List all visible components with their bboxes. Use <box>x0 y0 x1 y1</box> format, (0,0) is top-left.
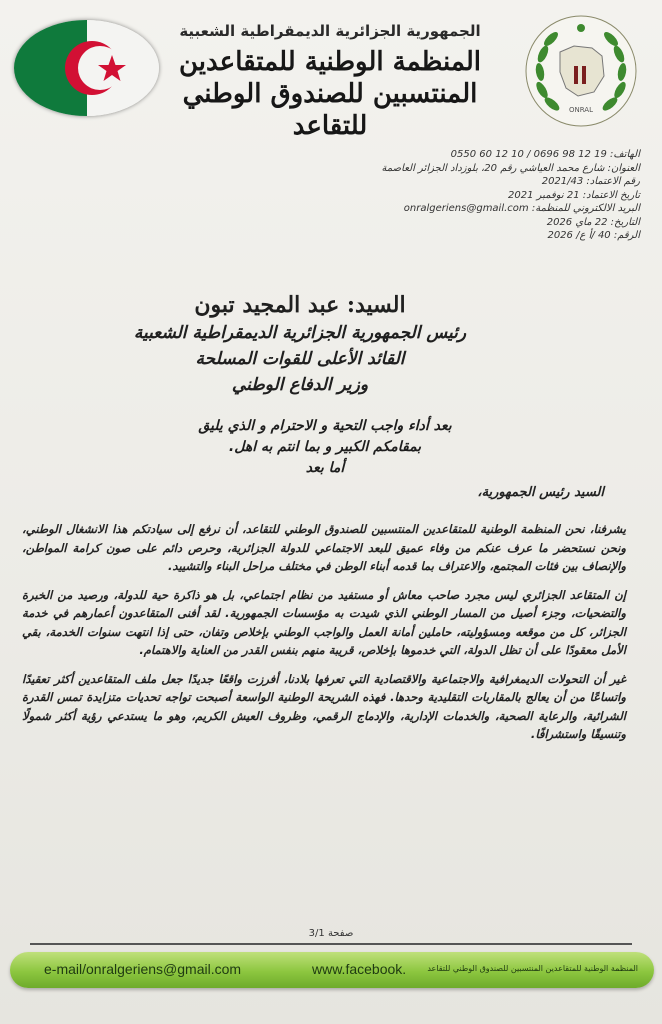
footer-email-link[interactable]: e-mail/onralgeriens@gmail.com <box>44 961 242 977</box>
body-paragraph: غير أن التحولات الديمغرافية والاجتماعية والاقتصادية التي تعرفها بلادنا، أفرزت واقعًا جديدًا جعل ملف المتقاعدين أكثر تعقيدًا واتساعًا من أن يعالج بالمقاربات التقليدية وحدها. فهذه الشريحة الوطنية الواسعة أصبحت تواجه تحديات متزايدة تمس القدرة الشرائية، والرعاية الصحية، والخدمات الإدارية، والإدماج الرقمي، وظروف العيش الكريم، وهو ما يستدعي رؤية أكثر شمولًا وتنسيقًا واستشرافًا. <box>22 671 626 741</box>
body-paragraph: يشرفنا، نحن المنظمة الوطنية للمتقاعدين المنتسبين للصندوق الوطني للتقاعد، أن نرفع إلى سيادتكم هذا الانشغال الوطني، ونحن نستحضر ما عرف عنكم من وفاء عميق للبعد الاجتماعي للدولة الجزائرية، وحرص دائم على صون كرامة المواطن، والإنصاف بين فئات المجتمع، والاعتراف بما قدمه أبناء الوطن في مختلف مراحل البناء والتشييد. <box>22 522 626 573</box>
organization-header <box>165 22 495 142</box>
addressee-name: السيد: عبد المجيد تبون <box>194 292 406 318</box>
addressee-block <box>60 290 540 398</box>
letter-date: التاريخ: 22 ماي 2026 <box>546 216 640 228</box>
greeting-line-1: بعد أداء واجب التحية و الاحترام و الذي يليق <box>198 418 452 434</box>
addressee-title-1: رئيس الجمهورية الجزائرية الديمقراطية الشعبية <box>133 323 467 343</box>
email-line: البريد الالكتروني للمنظمة: onralgeriens@gmail.com <box>403 203 640 214</box>
greeting-line-2: بمقامكم الكبير و بما انتم به اهل. <box>228 439 422 455</box>
approval-number: رقم الاعتماد: 2021/43 <box>541 176 640 187</box>
footer-organization-name: المنظمة الوطنية للمتقاعدين المنتسبين للصندوق الوطني للتقاعد <box>427 964 638 973</box>
footer-band <box>10 952 654 988</box>
addressee-title-3: وزير الدفاع الوطني <box>231 375 369 395</box>
contact-details <box>190 148 640 243</box>
organization-name-line3: للتقاعد <box>292 111 368 141</box>
phone-line: الهاتف: 19 12 98 0696 / 10 12 60 0550 <box>450 149 640 160</box>
footer-facebook-link[interactable]: www.facebook. <box>312 961 407 977</box>
greeting-block <box>160 416 490 479</box>
page-number: صفحة 3/1 <box>308 928 354 939</box>
organization-name-line2: المنتسبين للصندوق الوطني <box>182 79 478 109</box>
salutation: السيد رئيس الجمهورية، <box>477 485 604 500</box>
letter-body <box>22 520 626 754</box>
organization-logo <box>522 12 640 130</box>
republic-title: الجمهورية الجزائرية الديمقراطية الشعبية <box>179 22 481 40</box>
approval-date: تاريخ الاعتماد: 21 نوفمبر 2021 <box>508 189 640 201</box>
algeria-flag-icon <box>14 20 159 116</box>
body-paragraph: إن المتقاعد الجزائري ليس مجرد صاحب معاش أو مستفيد من نظام اجتماعي، بل هو ذاكرة حية للدولة، ورصيد من الخبرة والتضحيات، وجزء أصيل من المسار الوطني الذي شيدت به مؤسسات الجمهورية. لقد أفنى المتقاعدون أعمارهم في خدمة الجزائر، كل من موقعه ومسؤوليته، حاملين أمانة العمل والواجب الوطني بإخلاص وتفان، حتى إذا انتهت سنوات الخدمة، بقي الأمل معقودًا على أن تظل الدولة، التي خدموها بإخلاص، قريبة منهم بنفس القدر من العناية والاهتمام. <box>22 587 626 657</box>
footer-divider <box>30 943 632 945</box>
greeting-line-3: أما بعد <box>305 460 345 476</box>
addressee-title-2: القائد الأعلى للقوات المسلحة <box>195 349 405 369</box>
organization-name-line1: المنظمة الوطنية للمتقاعدين <box>179 47 481 77</box>
svg-text:ONRAL: ONRAL <box>568 106 594 114</box>
address-line: العنوان: شارع محمد العياشي رقم 20، بلوزداد الجزائر العاصمة <box>381 162 640 174</box>
reference-number: الرقم: 40 /أ ع/ 2026 <box>547 230 640 241</box>
